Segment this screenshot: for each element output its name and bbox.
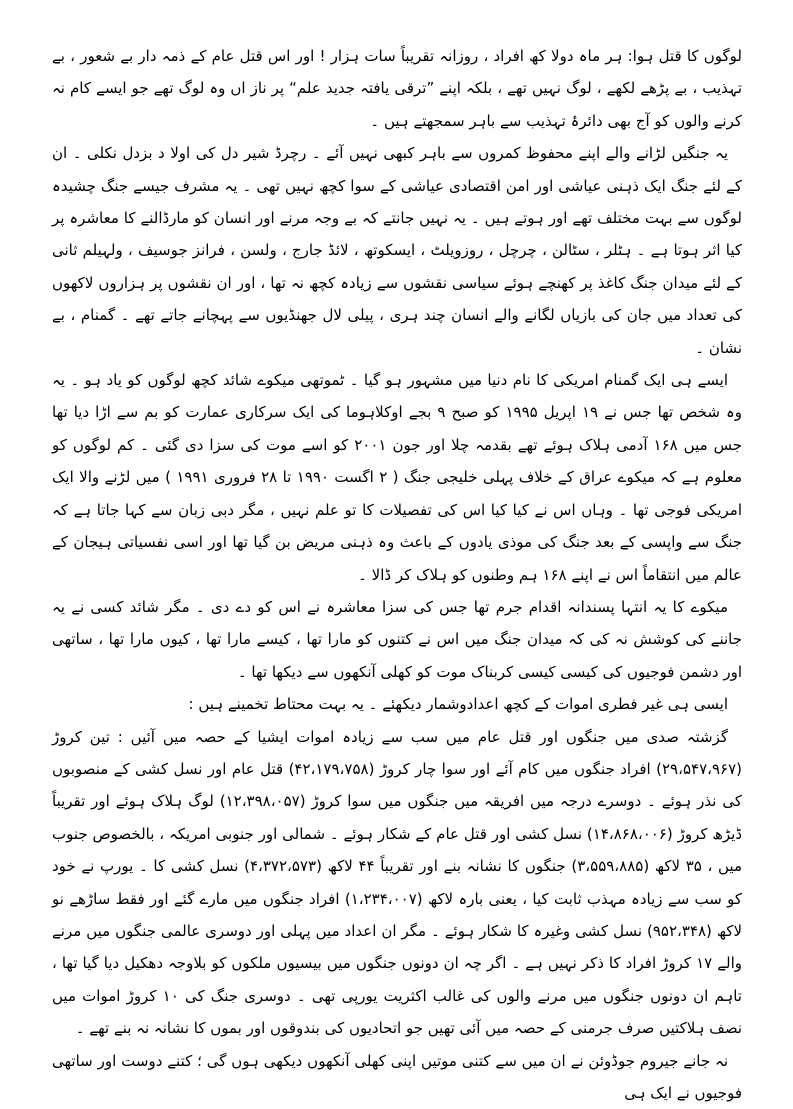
paragraph: نہ جانے جیروم جوڈوئن نے ان میں سے کتنی موتیں اپنی کھلی آنکھوں دیکھی ہوں گی ؛ کتنے دوست اور ساتھی فوجیوں نے ایک ہی <box>52 1051 742 1102</box>
paragraph: یہ جنگیں لڑانے والے اپنے محفوظ کمروں سے باہر کبھی نہیں آئے ۔ رچرڈ شیر دل کی اولا د بزدل نکلی ۔ ان کے لئے جنگ ایک ذہنی عیاشی اور امن اقتصادی عیاشی کے سوا کچھ نہیں تھی ۔ یہ مشرف جیسے جنگ چشیدہ لوگوں سے بہت مختلف تھے اور ہوتے ہیں ۔ یہ نہیں جانتے کہ بے وجہ مرنے اور انسان کو مارڈالنے کا معاشرہ پر کیا اثر ہوتا ہے ۔ ہٹلر ، سٹالن ، چرچل ، روزویلٹ ، ایسکوتھ ، لائڈ جارج ، ولسن ، فرانز جوسیف ، ولہیلم ثانی کے لئے میدان جنگ کاغذ پر کھنچے ہوئے سیاسی نقشوں سے زیادہ کچھ نہ تھا ، اور ان نقشوں پر ہزاروں لاکھوں کی تعداد میں جان کی بازیاں لگانے والے انسان چند ہری ، پیلی لال جھنڈیوں سے پہچانے جاتے تھے ۔ گمنام ، بے نشان ۔ <box>52 144 742 357</box>
paragraph: ایسے ہی ایک گمنام امریکی کا نام دنیا میں مشہور ہو گیا ۔ ٹموتھی میکوے شائد کچھ لوگوں کو یاد ہو ۔ یہ وہ شخص تھا جس نے ۱۹ اپریل ۱۹۹۵ کو صبح ۹ بجے اوکلاہوما کی ایک سرکاری عمارت کو بم سے اڑا دیا تھا جس میں ۱۶۸ آدمی ہلاک ہوئے تھے بقدمہ چلا اور جون ۲۰۰۱ کو اسے موت کی سزا دی گئی ۔ کم لوگوں کو معلوم ہے کہ میکوے عراق کے خلاف پہلی خلیجی جنگ ( ۲ اگست ۱۹۹۰ تا ۲۸ فروری ۱۹۹۱ ) میں لڑنے والا ایک امریکی فوجی تھا ۔ وہاں اس نے کیا کیا اس کی تفصیلات کا تو علم نہیں ، مگر دبی زبان سے کہا جاتا ہے کہ جنگ سے واپسی کے بعد جنگ کی موذی یادوں کے باعث وہ ذہنی مریض بن گیا تھا اور اسی نفسیاتی ہیجان کے عالم میں انتقاماً اس نے اپنے ۱۶۸ ہم وطنوں کو ہلاک کر ڈالا ۔ <box>52 371 743 584</box>
paragraph: میکوے کا یہ انتہا پسندانہ اقدام جرم تھا جس کی سزا معاشرہ نے اس کو دے دی ۔ مگر شائد کسی نے یہ جاننے کی کوشش نہ کی کہ میدان جنگ میں اس نے کتنوں کو مارا تھا ، کیسے مارا تھا ، کیوں مارا تھا ، ساتھی اور دشمن فوجیوں کی کیسی کیسی کربناک موت کو کھلی آنکھوں سے دیکھا تھا ۔ <box>52 597 742 681</box>
paragraph: گزشتہ صدی میں جنگوں اور قتل عام میں سب سے زیادہ اموات ایشیا کے حصہ میں آئیں : تین کروڑ (۲۹،۵۴۷،۹۶۷) افراد جنگوں میں کام آئے اور سوا چار کروڑ (۴۲،۱۷۹،۷۵۸) قتل عام اور نسل کشی کے منصوبوں کی نذر ہوئے ۔ دوسرے درجہ میں افریقہ میں جنگوں میں سوا کروڑ (۱۲،۳۹۸،۰۵۷) لوگ ہلاک ہوئے اور تقریباً ڈیڑھ کروڑ (۱۴،۸۶۸،۰۰۶) نسل کشی اور قتل عام کے شکار ہوئے ۔ شمالی اور جنوبی امریکہ ، بالخصوص جنوب میں ، ۳۵ لاکھ (۳،۵۵۹،۸۸۵) جنگوں کا نشانہ بنے اور تقریباً ۴۴ لاکھ (۴،۳۷۲،۵۷۳) نسل کشی کا ۔ یورپ نے خود کو سب سے زیادہ مہذب ثابت کیا ، یعنی بارہ لاکھ (۱،۲۳۴،۰۰۷) افراد جنگوں میں مارے گئے اور فقط ساڑھے نو لاکھ (۹۵۲،۳۴۸) نسل کشی وغیرہ کا شکار ہوئے ۔ مگر ان اعداد میں پہلی اور دوسری عالمی جنگوں میں مرنے والے ۱۷ کروڑ افراد کا ذکر نہیں ہے ۔ اگر چہ ان دونوں جنگوں میں بیسیوں ملکوں کو بلاوجہ دھکیل دیا گیا تھا ، تاہم ان دونوں جنگوں میں مرنے والوں کی غالب اکثریت یورپی تھی ۔ دوسری جنگ کی ۱۰ کروڑ اموات میں نصف ہلاکتیں صرف جرمنی کے حصہ میں آئی تھیں جو اتحادیوں کی بندوقوں اور بموں کا نشانہ نہ بنے تھے ۔ <box>52 727 742 1038</box>
paragraph: ایسی ہی غیر فطری اموات کے کچھ اعدادوشمار دیکھئے ۔ یہ بہت محتاط تخمینے ہیں : <box>188 695 728 714</box>
paragraph: لوگوں کا قتل ہوا: ہر ماہ دولا کھ افراد ، روزانہ تقریباً سات ہزار ! اور اس قتل عام کے ذمہ دار بے شعور ، بے تہذیب ، بے پڑھے لکھے ، لوگ نہیں تھے ، بلکہ اپنے ”ترقی یافتہ جدید علم“ پر ناز اں وہ لوگ تھے جو ایسے کام نہ کرنے والوں کو آج بھی دائرۂ تہذیب سے باہر سمجھتے ہیں ۔ <box>52 47 742 130</box>
document-page <box>52 40 743 1102</box>
